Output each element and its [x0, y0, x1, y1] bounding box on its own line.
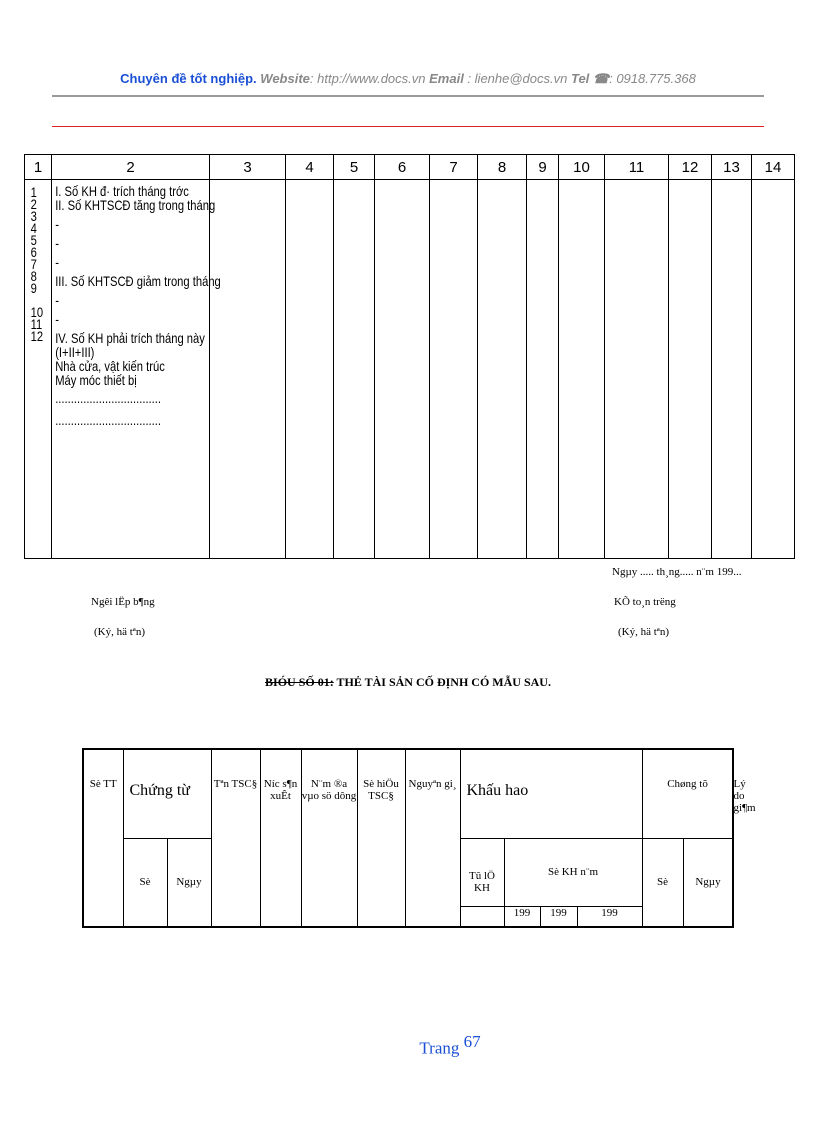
body-row	[25, 180, 795, 559]
col-header: 9	[527, 155, 559, 180]
header-title: Chuyên đề tốt nghiệp.	[120, 71, 257, 86]
website-value: : http://www.docs.vn	[309, 71, 426, 86]
col-header: 4	[286, 155, 334, 180]
row-label: -	[55, 311, 59, 327]
website-label: Website	[260, 71, 310, 86]
page-header	[0, 71, 816, 87]
nam-header: N¨m ®a vµo sö dông	[301, 749, 357, 927]
page-number	[0, 1032, 816, 1059]
col-header: 2	[52, 155, 210, 180]
row-label: III. Số KHTSCĐ giảm trong tháng	[55, 273, 221, 289]
col-header: 14	[752, 155, 795, 180]
email-value: : lienhe@docs.vn	[467, 71, 568, 86]
date-line: Ngµy ..... th¸ng..... n¨m 199...	[612, 566, 742, 578]
caption-text: THẺ TÀI SẢN CỐ ĐỊNH CÓ MẪU SAU.	[333, 675, 551, 689]
depreciation-table	[24, 154, 795, 559]
sohieu-header: Sè hiÖu TSC§	[357, 749, 405, 927]
row-label: -	[55, 235, 59, 251]
header-divider	[52, 95, 764, 97]
year-2: 199	[540, 907, 577, 927]
accountant-sign: (Ký, hä tªn)	[618, 626, 669, 638]
asset-card-table: Sè TT Chứng từ Tªn TSC§ Níc s¶n xuÊt N¨m ®a vµo sö dông Sè hiÖu TSC§ Nguyªn gi¸ Khấu hao Chøng tõ Lý do gi¶m Sè Ngµy Tû lÖ KH Sè KH n¨m Sè Ngµy 199 199 199	[82, 748, 734, 928]
row-label: I. Số KH đ· trích tháng trớc	[55, 183, 189, 199]
preparer-sign: (Ký, hä tªn)	[94, 626, 145, 638]
form-caption	[0, 675, 816, 690]
row-label: (I+II+III)	[55, 344, 95, 360]
khauhao-header: Khấu hao	[460, 749, 642, 838]
year-1: 199	[504, 907, 540, 927]
so-header: Sè	[123, 838, 167, 927]
row-label: ..................................	[55, 412, 162, 428]
preparer-label: Ngêi lËp b¶ng	[91, 596, 155, 608]
row-label: Máy móc thiết bị	[55, 372, 137, 388]
row-label: IV. Số KH phải trích tháng này	[55, 330, 205, 346]
ngay2-header: Ngµy	[683, 838, 733, 927]
row-numbers: 1 2 3 4 5 6 7 8 9 10 11 12	[30, 184, 44, 344]
sokh-header: Sè KH n¨m	[504, 838, 642, 907]
stt-header: Sè TT	[83, 749, 123, 927]
col-header: 10	[559, 155, 605, 180]
chung-tu-header: Chứng từ	[123, 749, 211, 838]
page-value: 67	[463, 1032, 481, 1051]
ngay-header: Ngµy	[167, 838, 211, 927]
col-header: 8	[478, 155, 527, 180]
page-label: Trang	[419, 1038, 460, 1058]
row-label: -	[55, 254, 59, 270]
red-divider	[52, 126, 764, 127]
caption-prefix: BIÓU SỐ 01:	[265, 675, 334, 689]
col-header: 12	[669, 155, 712, 180]
chungtu2-header: Chøng tõ	[642, 749, 733, 838]
row-label: ..................................	[55, 390, 162, 406]
row-label: Nhà cửa, vật kiến trúc	[55, 358, 165, 374]
col-header: 1	[25, 155, 52, 180]
so2-header: Sè	[642, 838, 683, 927]
column-number-row	[25, 155, 795, 180]
row-label: -	[55, 292, 59, 308]
col-header: 5	[334, 155, 375, 180]
nguyengia-header: Nguyªn gi¸	[405, 749, 460, 927]
col-header: 3	[210, 155, 286, 180]
accountant-label: KÕ to¸n trëng	[614, 596, 676, 608]
email-label: Email	[429, 71, 464, 86]
nuoc-header: Níc s¶n xuÊt	[260, 749, 301, 927]
tel-value: : 0918.775.368	[609, 71, 696, 86]
col-header: 7	[430, 155, 478, 180]
col-header: 11	[605, 155, 669, 180]
year-3: 199	[577, 907, 642, 927]
row-label: II. Số KHTSCĐ tăng trong tháng	[55, 197, 216, 213]
ten-header: Tªn TSC§	[211, 749, 260, 927]
tel-label: Tel ☎	[570, 71, 610, 86]
col-header: 6	[375, 155, 430, 180]
row-label: -	[55, 216, 59, 232]
row-labels-cell	[52, 180, 221, 559]
row-numbers-cell	[25, 180, 52, 559]
tyle-header: Tû lÖ KH	[460, 838, 504, 907]
row-labels	[52, 180, 221, 428]
col-header: 13	[712, 155, 752, 180]
